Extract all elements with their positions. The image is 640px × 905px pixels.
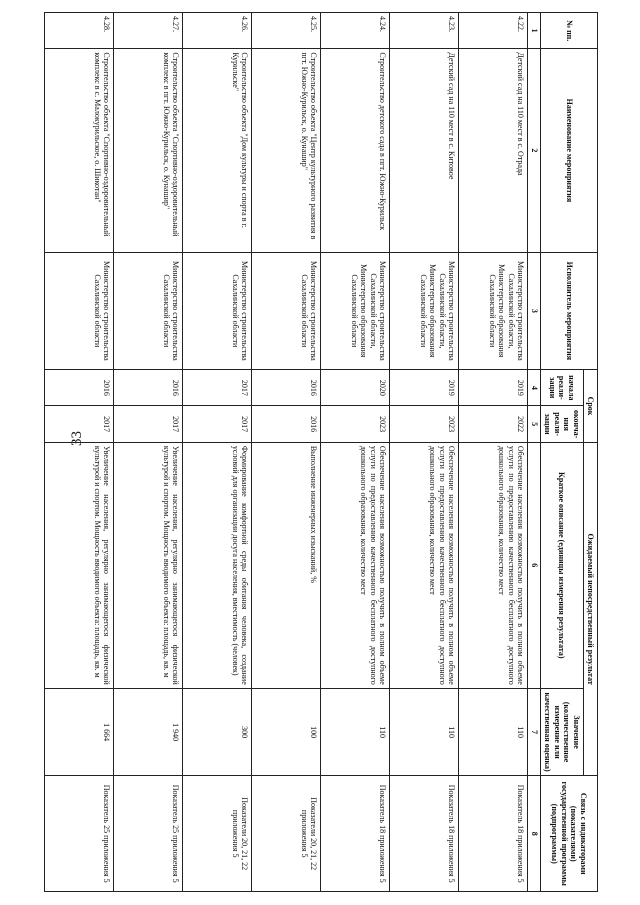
row-num: 4.26. [183,13,252,49]
header-brief: Краткое описание (единицы измерения результата) [540,442,583,688]
row-value: 100 [252,688,321,776]
row-name: Детский сад на 110 мест в с. Отрада [459,49,528,252]
col-number: 7 [528,688,540,776]
row-value: 110 [321,688,390,776]
row-executor: Министерство строительства Сахалинской области [45,252,114,370]
row-end: 2023 [321,406,390,442]
header-value: Значение (количественное измерение или качественная оценка) [540,688,583,776]
row-value: 110 [459,688,528,776]
col-number: 6 [528,442,540,688]
rotated-table-container [92,12,598,892]
header-end: оконча-ния реали-зации [540,406,583,442]
table-row [45,13,114,892]
row-num: 4.22. [459,13,528,49]
table-row [252,13,321,892]
row-value: 1 664 [45,688,114,776]
row-name: Строительство детского сада в пгт. Южно-Курильск [321,49,390,252]
table-row [390,13,459,892]
header-link: Связь с индикаторами (показателями) государственной программы (подпрограммы) [540,776,597,892]
row-executor: Министерство строительства Сахалинской области, Министерство образования Сахалинской области [459,252,528,370]
row-link: Показатель 18 приложения 5 [321,776,390,892]
row-executor: Министерство строительства Сахалинской области [252,252,321,370]
table-row [459,13,528,892]
row-start: 2017 [183,370,252,406]
table-row [183,13,252,892]
col-number: 1 [528,13,540,49]
row-num: 4.28. [45,13,114,49]
row-value: 300 [183,688,252,776]
row-start: 2016 [252,370,321,406]
row-link: Показатели 20, 21, 22 приложения 5 [252,776,321,892]
column-number-row [528,13,540,892]
table-row [321,13,390,892]
col-number: 3 [528,252,540,370]
row-num: 4.24. [321,13,390,49]
header-expected: Ожидаемый непосредственный результат [583,442,597,776]
measures-table [44,12,598,892]
row-num: 4.23. [390,13,459,49]
row-end: 2016 [252,406,321,442]
row-link: Показатель 18 приложения 5 [459,776,528,892]
col-number: 2 [528,49,540,252]
row-end: 2022 [459,406,528,442]
row-link: Показатель 25 приложения 5 [114,776,183,892]
row-name: Строительство объекта "Дом культуры и спорта в г. Курильске" [183,49,252,252]
row-value: 110 [390,688,459,776]
row-brief: Формирование комфортной среды обитания человека, создание условий для организации досуга населения, вместимость (человек) [183,442,252,688]
row-end: 2017 [45,406,114,442]
row-brief: Увеличение населения, регулярно занимающегося физической культурой и спортом. Мощность вводимого объекта: площадь, кв. м [114,442,183,688]
header-term: Срок [583,370,597,443]
row-num: 4.25. [252,13,321,49]
row-name: Строительство объекта "Центр культурного развития в пгт. Южно-Курильск, о. Кунашир" [252,49,321,252]
row-num: 4.27. [114,13,183,49]
row-link: Показатель 18 приложения 5 [390,776,459,892]
table-row [114,13,183,892]
header-start: начала реали-зации [540,370,583,406]
header-name: Наименование мероприятия [540,49,597,252]
header-num: № пп. [540,13,597,49]
col-number: 5 [528,406,540,442]
col-number: 8 [528,776,540,892]
row-brief: Увеличение населения, регулярно занимающегося физической культурой и спортом. Мощность вводимого объекта: площадь, кв. м [45,442,114,688]
row-start: 2016 [114,370,183,406]
row-executor: Министерство строительства Сахалинской области, Министерство образования Сахалинской области [321,252,390,370]
row-executor: Министерство строительства Сахалинской области [114,252,183,370]
row-start: 2019 [390,370,459,406]
row-start: 2020 [321,370,390,406]
row-brief: Обеспечение населения возможностью получить в полном объеме услуги по предоставлению качественного бесплатного доступного дошкольного образования, количество мест [321,442,390,688]
row-brief: Обеспечение населения возможностью получить в полном объеме услуги по предоставлению качественного бесплатного доступного дошкольного образования, количество мест [459,442,528,688]
row-link: Показатель 25 приложения 5 [45,776,114,892]
row-link: Показатели 20, 21, 22 приложения 5 [183,776,252,892]
row-value: 1 940 [114,688,183,776]
page-number: 33 [69,431,85,446]
row-start: 2016 [45,370,114,406]
header-executor: Исполнитель мероприятия [540,252,597,370]
row-executor: Министерство строительства Сахалинской области, Министерство образования Сахалинской области [390,252,459,370]
row-name: Строительство объекта "Спортивно-оздоровительный комплекс в пгт. Южно-Курильск, о. Кунашир" [114,49,183,252]
row-name: Детский сад на 110 мест в с. Китовое [390,49,459,252]
row-end: 2017 [114,406,183,442]
row-executor: Министерство строительства Сахалинской области [183,252,252,370]
col-number: 4 [528,370,540,406]
row-brief: Обеспечение населения возможностью получить в полном объеме услуги по предоставлению качественного бесплатного доступного дошкольного образования, количество мест [390,442,459,688]
row-start: 2019 [459,370,528,406]
row-end: 2017 [183,406,252,442]
row-brief: Выполнение инженерных изысканий, % [252,442,321,688]
row-name: Строительство объекта "Спортивно-оздоровительный комплекс в с. Малокурильское, о. Шикотан" [45,49,114,252]
row-end: 2023 [390,406,459,442]
